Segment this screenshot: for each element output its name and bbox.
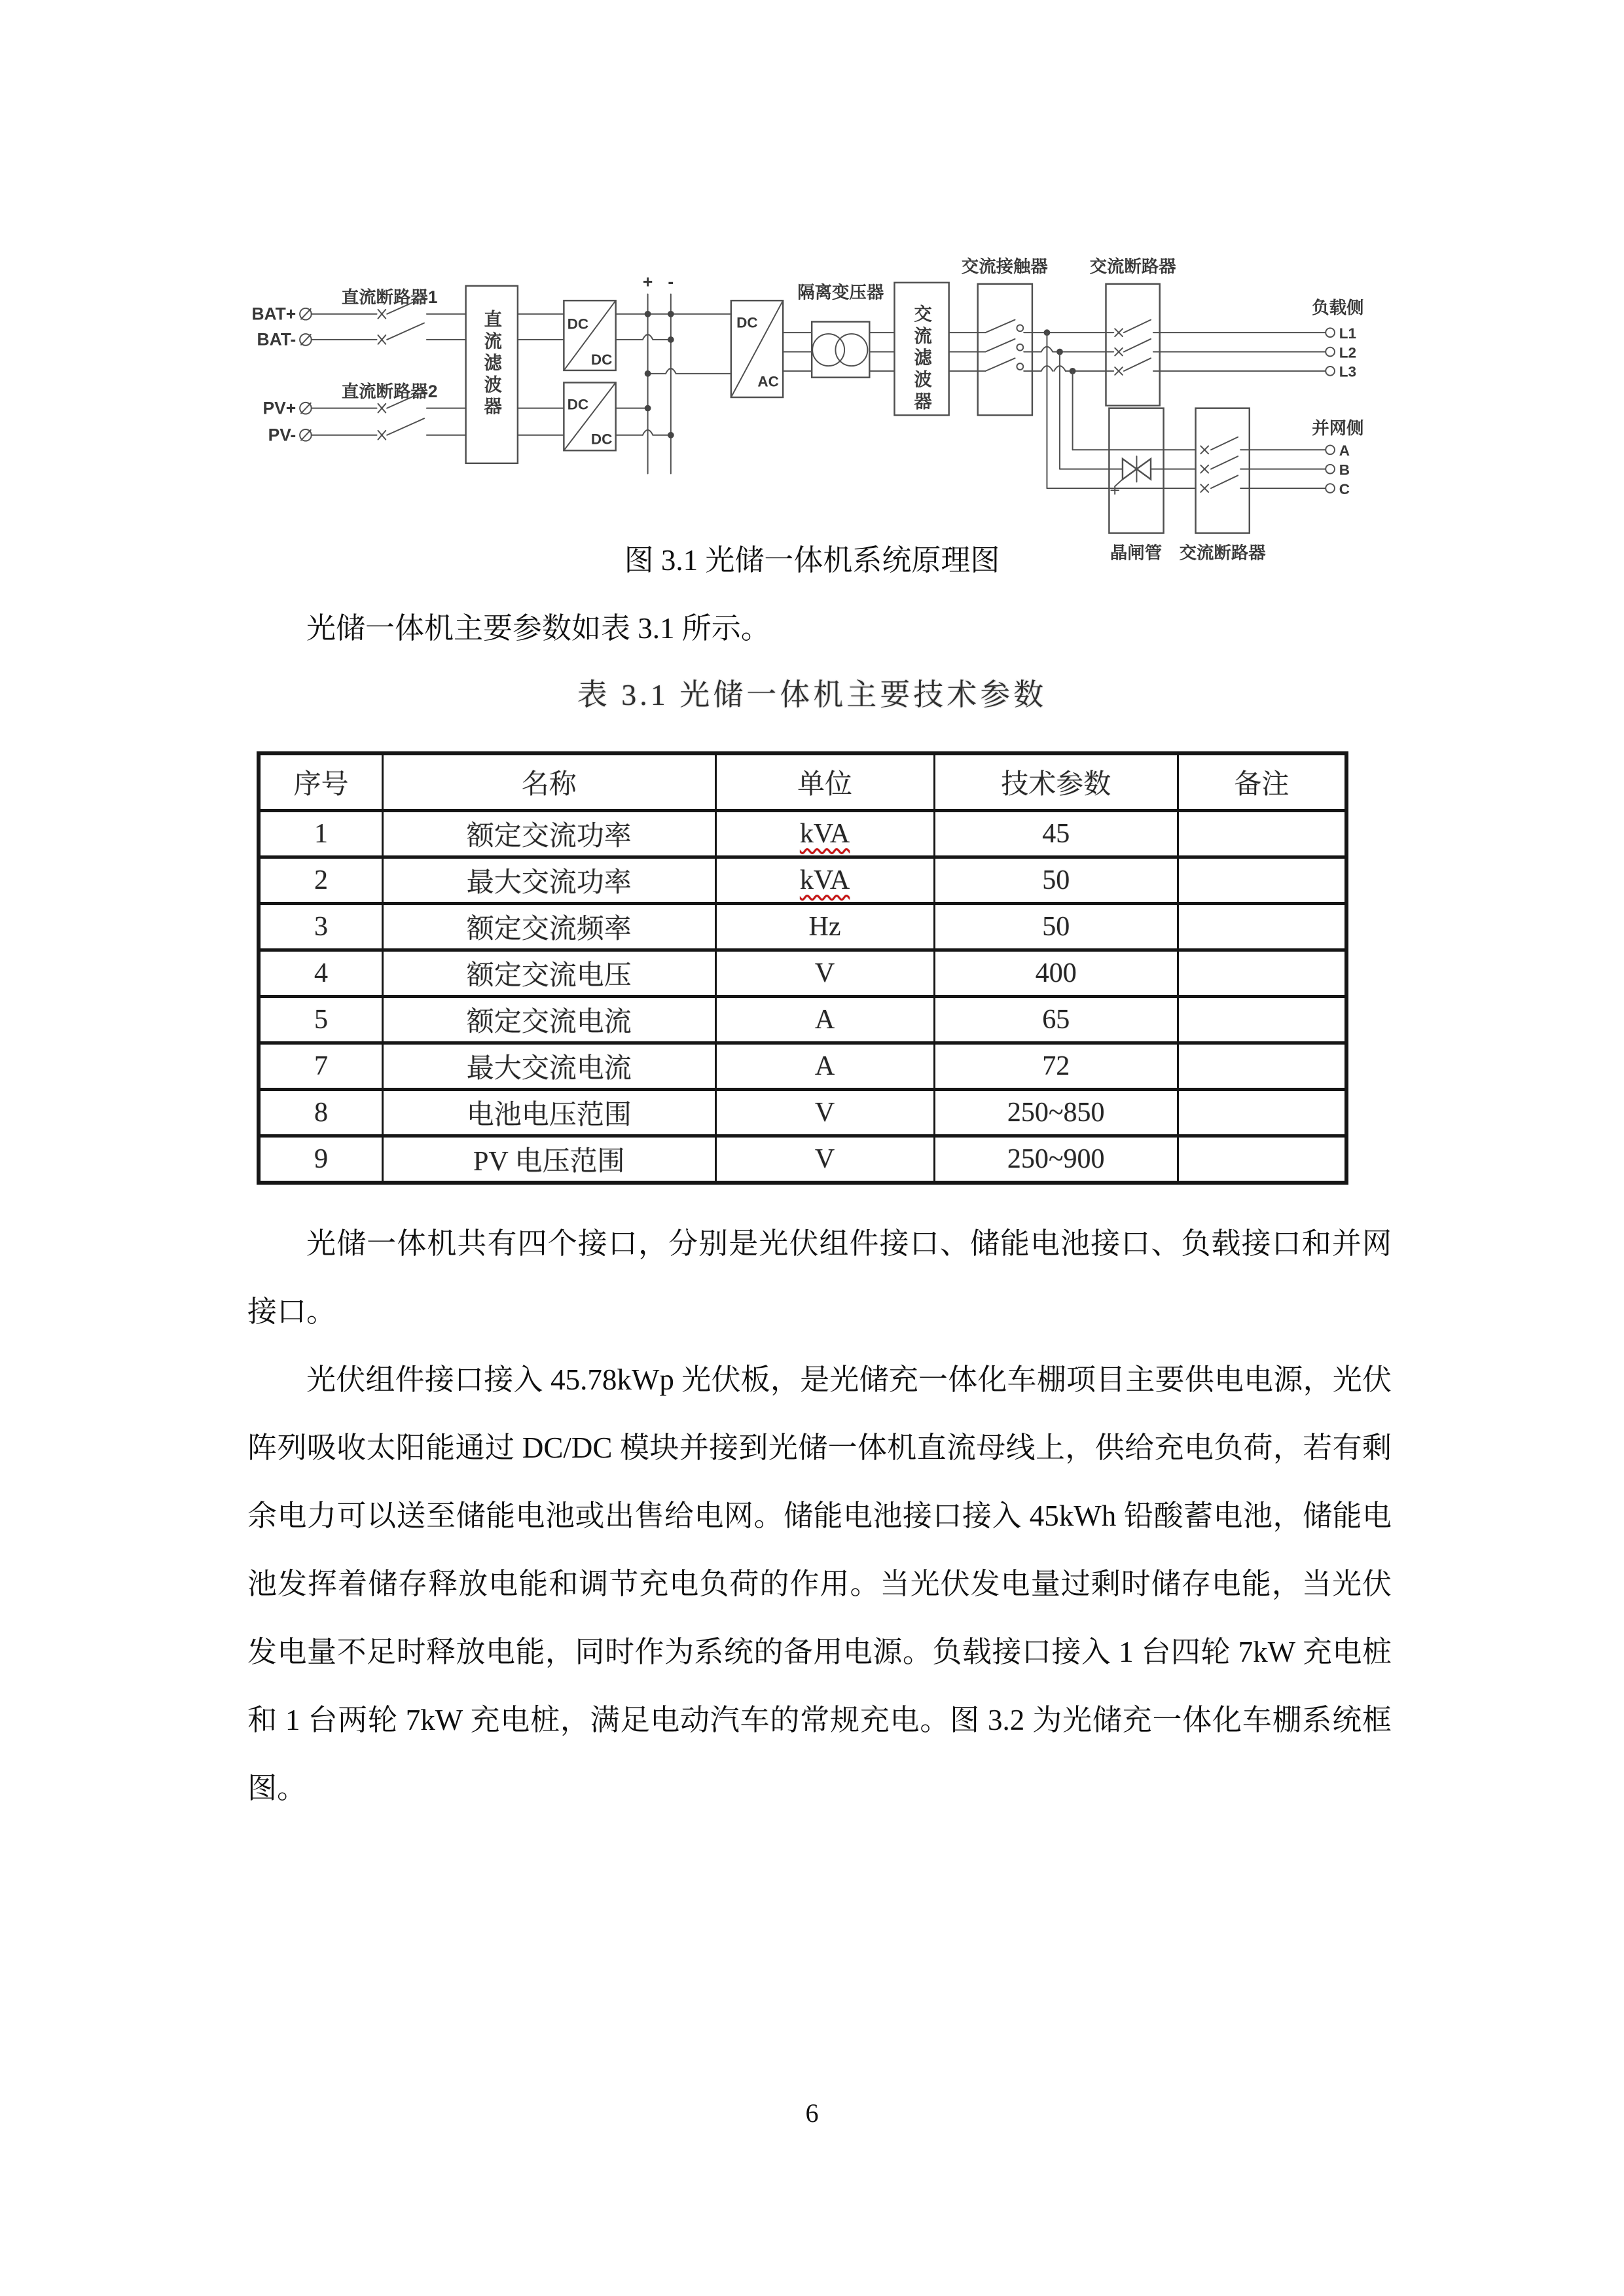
ac-filter-label: 交流滤波器 bbox=[911, 304, 932, 414]
system-schematic-svg bbox=[241, 216, 1394, 575]
table-row: 8 电池电压范围 V 250~850 bbox=[259, 1090, 1346, 1136]
table-row: 5 额定交流电流 A 65 bbox=[259, 997, 1346, 1043]
table-row: 7 最大交流电流 A 72 bbox=[259, 1043, 1346, 1090]
dc-label: DC bbox=[736, 314, 758, 331]
table-title: 表 3.1 光储一体机主要技术参数 bbox=[577, 678, 1047, 711]
col-header-value: 技术参数 bbox=[934, 753, 1178, 811]
phase-c-label: C bbox=[1339, 480, 1350, 497]
l2-label: L2 bbox=[1339, 344, 1357, 361]
bat-plus-label: BAT+ bbox=[251, 304, 297, 324]
ac-breaker-label: 交流断路器 bbox=[1089, 257, 1176, 277]
transformer-coil-icon bbox=[835, 334, 867, 366]
dc-filter-box bbox=[466, 286, 518, 463]
dcac-inverter bbox=[731, 300, 783, 397]
pv-input-terminals bbox=[263, 398, 312, 444]
load-side-label: 负载侧 bbox=[1312, 297, 1364, 317]
grid-ac-breaker bbox=[1180, 408, 1326, 563]
isolation-transformer-label: 隔离变压器 bbox=[797, 282, 884, 302]
thyristor-label: 晶闸管 bbox=[1110, 543, 1163, 563]
col-header-name: 名称 bbox=[382, 753, 715, 811]
bus-plus-label: + bbox=[642, 272, 653, 292]
dc-breaker-1-label: 直流断路器1 bbox=[341, 287, 438, 308]
grid-side-label: 并网侧 bbox=[1312, 418, 1364, 438]
phase-lines-and-taps bbox=[1032, 329, 1106, 488]
pv-minus-label: PV- bbox=[268, 425, 297, 445]
isolation-transformer bbox=[797, 282, 884, 377]
ac-contactor bbox=[962, 257, 1049, 415]
unit-with-spellcheck-underline: kVA bbox=[799, 819, 850, 849]
l1-label: L1 bbox=[1339, 325, 1357, 342]
dc-label: DC bbox=[567, 396, 589, 413]
parameters-table bbox=[257, 751, 1348, 1185]
l3-label: L3 bbox=[1339, 363, 1357, 380]
dc-label: DC bbox=[590, 431, 613, 448]
table-row: 3 额定交流频率 Hz 50 bbox=[259, 904, 1346, 950]
body-text bbox=[247, 1210, 1392, 1822]
dc-bus bbox=[616, 272, 731, 474]
dc-label: DC bbox=[567, 315, 589, 332]
body-paragraph-2: 光伏组件接口接入 45.78kWp 光伏板，是光储充一体化车棚项目主要供电电源，光伏阵列吸收太阳能通过 DC/DC 模块并接到光储一体机直流母线上，供给充电负荷，若有剩余电力可以送至储能电池或出售给电网。储能电池接口接入 45kWh 铅酸蓄电池，储能电池发挥着储存释放电能和调节充电负荷的作用。当光伏发电量过剩时储存电能，当光伏发电量不足时释放电能，同时作为系统的备用电源。负载接口接入 1 台四轮 7kW 充电桩和 1 台两轮 7kW 充电桩，满足电动汽车的常规充电。图 3.2 为光储充一体化车棚系统框图。 bbox=[247, 1363, 1392, 1804]
load-side-terminals bbox=[1312, 298, 1363, 380]
dc-breaker-1 bbox=[312, 287, 466, 344]
col-header-no: 序号 bbox=[259, 753, 382, 811]
bat-minus-label: BAT- bbox=[257, 329, 297, 350]
dc-filter-label: 直流滤波器 bbox=[481, 309, 502, 419]
page-number: 6 bbox=[805, 2098, 819, 2128]
figure-3-1-diagram bbox=[241, 216, 1394, 575]
table-row: 2 最大交流功率 kVA 50 bbox=[259, 857, 1346, 904]
bus-minus-label: - bbox=[668, 272, 674, 292]
battery-input-terminals bbox=[251, 304, 311, 350]
ac-label: AC bbox=[757, 373, 779, 390]
pv-plus-label: PV+ bbox=[262, 398, 297, 418]
grid-side-terminals bbox=[1312, 418, 1363, 497]
ac-filter-box bbox=[894, 283, 948, 416]
table-header-row bbox=[259, 753, 1346, 811]
dc-label: DC bbox=[590, 351, 613, 368]
intro-paragraph: 光储一体机主要参数如表 3.1 所示。 bbox=[306, 612, 770, 645]
table-row: 1 额定交流功率 kVA 45 bbox=[259, 811, 1346, 857]
table-row: 9 PV 电压范围 V 250~900 bbox=[259, 1136, 1346, 1183]
dc-breaker-2-label: 直流断路器2 bbox=[341, 382, 438, 402]
body-paragraph-1: 光储一体机共有四个接口，分别是光伏组件接口、储能电池接口、负载接口和并网接口。 bbox=[247, 1227, 1392, 1328]
ac-contactor-label: 交流接触器 bbox=[961, 257, 1048, 277]
ac-breaker-label: 交流断路器 bbox=[1179, 543, 1266, 563]
dcdc-converter-2 bbox=[564, 383, 615, 451]
dc-breaker-2 bbox=[312, 382, 466, 440]
unit-with-spellcheck-underline: kVA bbox=[799, 865, 850, 895]
table-row: 4 额定交流电压 V 400 bbox=[259, 950, 1346, 997]
phase-b-label: B bbox=[1339, 461, 1350, 478]
load-ac-breaker bbox=[1090, 257, 1326, 406]
col-header-note: 备注 bbox=[1178, 753, 1346, 811]
dcdc-converter-1 bbox=[564, 300, 615, 370]
col-header-unit: 单位 bbox=[715, 753, 934, 811]
figure-caption: 图 3.1 光储一体机系统原理图 bbox=[624, 544, 1000, 577]
phase-a-label: A bbox=[1339, 442, 1350, 459]
thyristor-box bbox=[1109, 408, 1163, 563]
